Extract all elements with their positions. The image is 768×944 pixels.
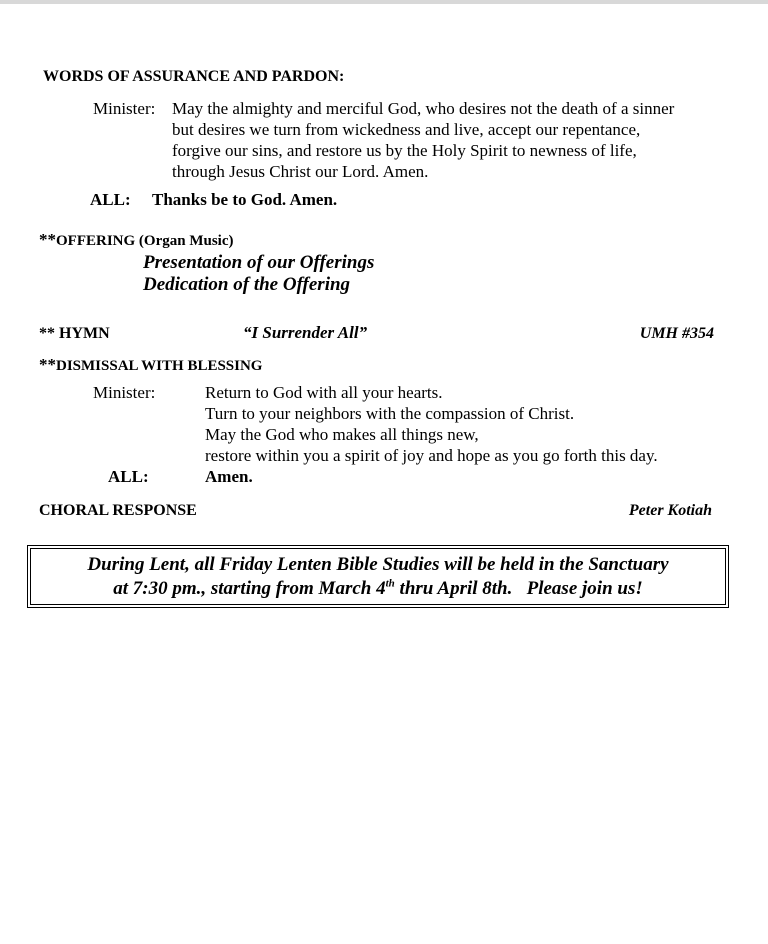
lent-notice-line2-end: thru April 8th. Please join us! — [394, 578, 643, 599]
assurance-all-response: Thanks be to God. Amen. — [152, 190, 338, 209]
offering-heading-text: OFFERING (Organ Music) — [56, 233, 234, 249]
viewer-top-border — [0, 0, 768, 4]
offering-line: Dedication of the Offering — [143, 274, 351, 295]
lent-notice-line2 — [28, 577, 728, 601]
assurance-line: but desires we turn from wickedness and live, accept our repentance, — [172, 120, 641, 139]
hymn-title: “I Surrender All” — [243, 323, 368, 342]
choral-label: CHORAL RESPONSE — [39, 502, 197, 519]
lent-notice-box — [27, 545, 729, 608]
dismissal-line: May the God who makes all things new, — [205, 425, 479, 444]
dismissal-all-response: Amen. — [205, 467, 253, 486]
assurance-line: through Jesus Christ our Lord. Amen. — [172, 162, 429, 181]
assurance-line: forgive our sins, and restore us by the Holy Spirit to newness of life, — [172, 141, 637, 160]
lent-notice-line1: During Lent, all Friday Lenten Bible Studies will be held in the Sanctuary — [87, 554, 669, 575]
assurance-line: May the almighty and merciful God, who desires not the death of a sinner — [172, 99, 675, 118]
assurance-heading: WORDS OF ASSURANCE AND PARDON: — [43, 68, 345, 85]
offering-heading — [39, 229, 234, 252]
dismissal-heading — [39, 354, 262, 377]
dismissal-line: Turn to your neighbors with the compassion of Christ. — [205, 404, 575, 423]
offering-line: Presentation of our Offerings — [143, 252, 375, 273]
assurance-minister-label: Minister: — [93, 99, 156, 118]
dismissal-line: restore within you a spirit of joy and hope as you go forth this day. — [205, 446, 658, 465]
hymn-label: ** HYMN — [39, 325, 110, 342]
choral-composer: Peter Kotiah — [628, 502, 712, 519]
lent-notice-line2-start: at 7:30 pm., starting from March 4 — [113, 578, 386, 599]
hymn-number: UMH #354 — [639, 325, 714, 342]
dismissal-heading-text: DISMISSAL WITH BLESSING — [56, 358, 263, 374]
dismissal-marker: ** — [39, 355, 56, 374]
dismissal-all-label: ALL: — [108, 467, 149, 486]
offering-marker: ** — [39, 230, 56, 249]
lent-notice-superscript: th — [385, 577, 395, 590]
dismissal-minister-label: Minister: — [93, 383, 156, 402]
dismissal-line: Return to God with all your hearts. — [205, 383, 443, 402]
assurance-all-label: ALL: — [90, 190, 131, 209]
